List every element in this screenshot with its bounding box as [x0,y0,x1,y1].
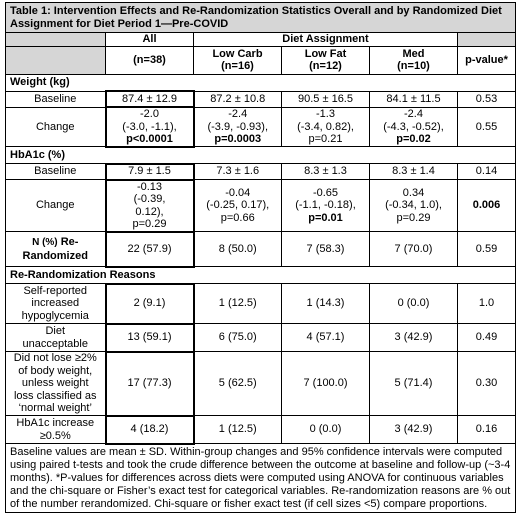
table-footnote: Baseline values are mean ± SD. Within-group changes and 95% confidence intervals were computed using paired t-tests and took the crude difference between the outcome at baseline and follow-up (~3-4 months). *P-values for differences across diets were computed using ANOVA for continuous variables and the chi-square or Fisher’s exact test for categorical variables. Re-randomization reasons are % out of the number rerandomized. Chi-square or fisher exact test (if cell sizes <5) compare proportions. [6,444,516,513]
hypoglycemia-low-carb: 1 (12.5) [194,284,282,324]
weight-loss-low-fat: 7 (100.0) [282,352,370,416]
weight-loss-p: 0.30 [458,352,516,416]
weight-baseline-all: 87.4 ± 12.9 [106,91,194,107]
weight-change-p: 0.55 [458,107,516,147]
hypoglycemia-low-fat: 1 (14.3) [282,284,370,324]
rerandomized-low-fat: 7 (58.3) [282,232,370,267]
hba1c-increase-med: 3 (42.9) [370,416,458,444]
hba1c-change-low-fat: -0.65 (-1.1, -0.18), p=0.01 [282,180,370,232]
row-label-weight-baseline: Baseline [6,91,106,107]
header-diet-assignment: Diet Assignment [194,33,458,47]
row-label-diet-unacceptable: Diet unacceptable [6,324,106,352]
hba1c-increase-low-fat: 0 (0.0) [282,416,370,444]
rerandomized-p: 0.59 [458,232,516,267]
section-reasons: Re-Randomization Reasons [6,267,516,284]
row-label-rerandomized: N (%) Re- Randomized [6,232,106,267]
header-low-carb: Low Carb (n=16) [194,46,282,74]
header-all: All [106,33,194,47]
header-low-fat: Low Fat (n=12) [282,46,370,74]
row-label-hypoglycemia: Self-reported increased hypoglycemia [6,284,106,324]
weight-baseline-p: 0.53 [458,91,516,107]
row-label-weight-loss: Did not lose ≥2% of body weight, unless weight loss classified as ‘normal weight’ [6,352,106,416]
weight-baseline-low-fat: 90.5 ± 16.5 [282,91,370,107]
hba1c-baseline-low-fat: 8.3 ± 1.3 [282,164,370,180]
weight-change-low-fat: -1.3 (-3.4, 0.82), p=0.21 [282,107,370,147]
header-med: Med (n=10) [370,46,458,74]
weight-change-low-carb: -2.4 (-3.9, -0.93), p=0.0003 [194,107,282,147]
rerandomized-med: 7 (70.0) [370,232,458,267]
weight-loss-all: 17 (77.3) [106,352,194,416]
section-weight: Weight (kg) [6,74,516,91]
hba1c-baseline-all: 7.9 ± 1.5 [106,164,194,180]
hypoglycemia-med: 0 (0.0) [370,284,458,324]
hba1c-change-p: 0.006 [458,180,516,232]
results-table [5,2,516,513]
weight-baseline-low-carb: 87.2 ± 10.8 [194,91,282,107]
header-all-n: (n=38) [106,46,194,74]
hypoglycemia-p: 1.0 [458,284,516,324]
row-label-hba1c-change: Change [6,180,106,232]
header-blank-2 [6,46,106,74]
hypoglycemia-all: 2 (9.1) [106,284,194,324]
row-label-weight-change: Change [6,107,106,147]
hba1c-increase-p: 0.16 [458,416,516,444]
table-title: Table 1: Intervention Effects and Re-Randomization Statistics Overall and by Randomized Diet Assignment for Diet Period 1—Pre-COVID [6,3,516,33]
table-container [5,2,515,513]
hba1c-increase-all: 4 (18.2) [106,416,194,444]
diet-unacceptable-med: 3 (42.9) [370,324,458,352]
weight-loss-low-carb: 5 (62.5) [194,352,282,416]
rerandomized-all: 22 (57.9) [106,232,194,267]
hba1c-increase-low-carb: 1 (12.5) [194,416,282,444]
weight-baseline-med: 84.1 ± 11.5 [370,91,458,107]
diet-unacceptable-all: 13 (59.1) [106,324,194,352]
rerandomized-low-carb: 8 (50.0) [194,232,282,267]
weight-change-all: -2.0 (-3.0, -1.1), p<0.0001 [106,107,194,147]
hba1c-baseline-low-carb: 7.3 ± 1.6 [194,164,282,180]
weight-change-med: -2.4 (-4.3, -0.52), p=0.02 [370,107,458,147]
header-blank-p [458,33,516,47]
row-label-hba1c-baseline: Baseline [6,164,106,180]
hba1c-change-med: 0.34 (-0.34, 1.0), p=0.29 [370,180,458,232]
section-hba1c: HbA1c (%) [6,147,516,164]
header-pvalue: p-value* [458,46,516,74]
row-label-hba1c-increase: HbA1c increase ≥0.5% [6,416,106,444]
diet-unacceptable-p: 0.49 [458,324,516,352]
weight-loss-med: 5 (71.4) [370,352,458,416]
hba1c-change-low-carb: -0.04 (-0.25, 0.17), p=0.66 [194,180,282,232]
hba1c-change-all: -0.13 (-0.39, 0.12), p=0.29 [106,180,194,232]
header-blank [6,33,106,47]
diet-unacceptable-low-fat: 4 (57.1) [282,324,370,352]
hba1c-baseline-med: 8.3 ± 1.4 [370,164,458,180]
hba1c-baseline-p: 0.14 [458,164,516,180]
diet-unacceptable-low-carb: 6 (75.0) [194,324,282,352]
